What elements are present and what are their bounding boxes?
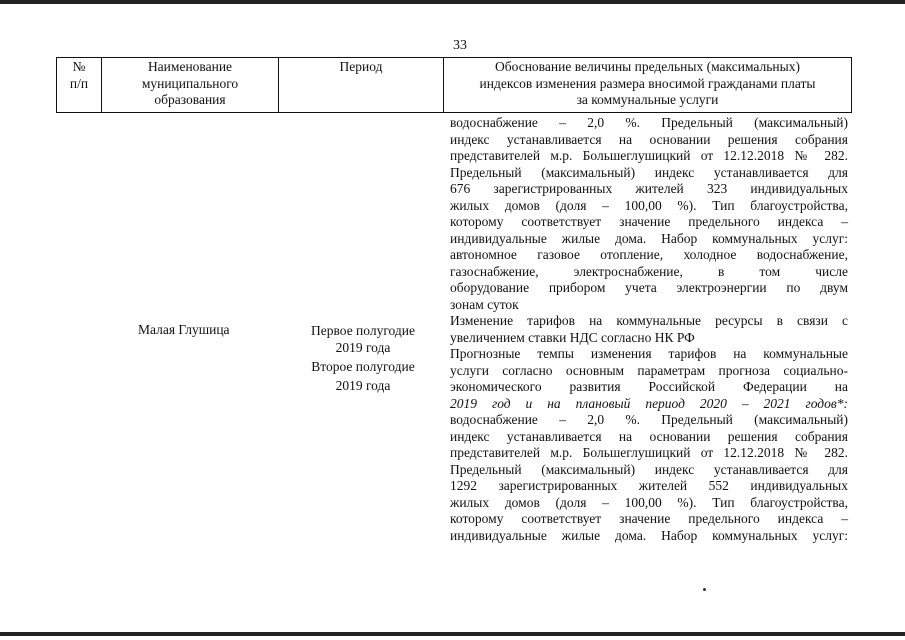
period-cell [298, 322, 428, 394]
text-line: Прогнозные темпы изменения тарифов на коммунальные [450, 346, 848, 361]
text-line: жилых домов (доля – 100,00 %). Тип благоустройства, [450, 197, 848, 213]
header-number: № п/п [57, 58, 102, 112]
forecast-paragraph [450, 346, 848, 544]
continued-paragraph [450, 115, 848, 313]
text-line: 676 зарегистрированных жителей 323 индивидуальных [450, 181, 848, 196]
text-line: Предельный (максимальный) индекс устанавливается для [450, 164, 848, 180]
period-line: Второе полугодие [311, 359, 415, 374]
text-line: водоснабжение – 2,0 %. Предельный (максимальный) [450, 115, 848, 130]
text-line: увеличением ставки НДС согласно НК РФ [450, 329, 695, 345]
text-line: представителей м.р. Большеглушицкий от 12.12.2018 № 282. [450, 148, 848, 163]
period-line: 2019 года [335, 340, 391, 355]
vat-paragraph [450, 313, 848, 346]
scan-border-bottom [0, 632, 905, 636]
text-line: индекс устанавливается на основании решения собрания [450, 131, 848, 147]
basis-column [450, 115, 848, 544]
text-line: зонам суток [450, 296, 519, 312]
text-line: газоснабжение, электроснабжение, в том числе [450, 263, 848, 279]
period-line: Первое полугодие [311, 323, 415, 338]
header-period: Период [279, 58, 444, 112]
text-line: индивидуальные жилые дома. Набор коммунальных услуг: [450, 527, 848, 543]
text-line: оборудование прибором учета электроэнергии по двум [450, 280, 848, 295]
text-line: 2019 год и на плановый период 2020 – 2021 годов*: [450, 395, 848, 411]
period-line: 2019 года [335, 378, 391, 393]
text-line: экономического развития Российской Федерации на [450, 379, 848, 394]
text-line: 1292 зарегистрированных жителей 552 индивидуальных [450, 478, 848, 493]
text-line: жилых домов (доля – 100,00 %). Тип благоустройства, [450, 494, 848, 510]
text-line: индивидуальные жилые дома. Набор коммунальных услуг: [450, 230, 848, 246]
text-line: Предельный (максимальный) индекс устанавливается для [450, 461, 848, 477]
text-line: Изменение тарифов на коммунальные ресурсы в связи с [450, 313, 848, 328]
text-line: автономное газовое отопление, холодное водоснабжение, [450, 247, 848, 262]
municipality-name: Малая Глушица [138, 322, 230, 337]
header-basis: Обоснование величины предельных (максимальных) индексов изменения размера вносимой гражданами платы за коммунальные услуги [479, 59, 816, 107]
scan-speck [703, 588, 706, 591]
text-line: которому соответствует значение предельного индекса – [450, 511, 848, 526]
header-municipality: Наименование муниципального образования [102, 58, 279, 112]
scan-border-top [0, 0, 905, 4]
table-header [56, 57, 852, 113]
text-line: индекс устанавливается на основании решения собрания [450, 428, 848, 444]
page-number: 33 [453, 38, 467, 53]
text-line: водоснабжение – 2,0 %. Предельный (максимальный) [450, 412, 848, 427]
text-line: представителей м.р. Большеглушицкий от 12.12.2018 № 282. [450, 445, 848, 460]
text-line: которому соответствует значение предельного индекса – [450, 214, 848, 229]
text-line: услуги согласно основным параметрам прогноза социально- [450, 362, 848, 378]
